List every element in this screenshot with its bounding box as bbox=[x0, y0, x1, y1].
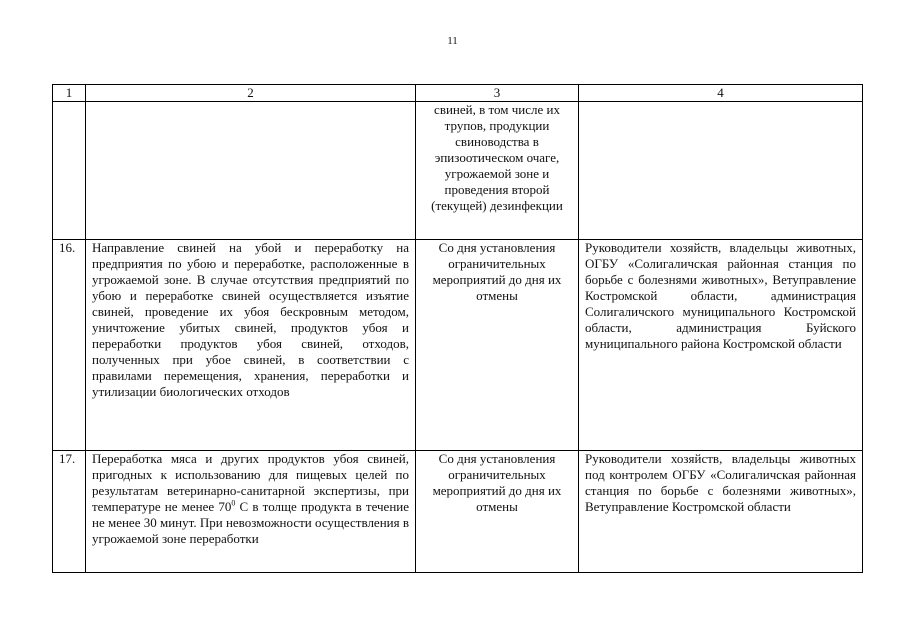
continuation-responsible-cell bbox=[579, 102, 863, 240]
row-16-term: Со дня установления ограничительных мероприятий до дня их отмены bbox=[416, 240, 579, 451]
row-17-action bbox=[86, 451, 416, 573]
row-16-number: 16. bbox=[53, 240, 86, 451]
row-17-action-text-b: С в толще продукта в течение не менее 30 минут. При невозможности осуществления в угрожаемой зоне переработки bbox=[92, 499, 410, 546]
row-17-responsible: Руководители хозяйств, владельцы животных под контролем ОГБУ «Солигаличская районная станция по борьбе с болезнями животных», Ветуправление Костромской области bbox=[579, 451, 863, 573]
row-17-number: 17. bbox=[53, 451, 86, 573]
header-col-3: 3 bbox=[416, 85, 579, 102]
table-row-17 bbox=[53, 451, 863, 573]
row-16-action: Направление свиней на убой и переработку на предприятия по убою и переработке, расположенные в угрожаемой зоне. В случае отсутствия предприятий по убою и переработке свиней осуществляется изъятие свиней, проведение их убоя бескровным методом, уничтожение убитых свиней, продуктов убоя и переработки продуктов убоя свиней, отходов, полученных при убое свиней, в соответствии с правилами перемещения, хранения, переработки и утилизации биологических отходов bbox=[86, 240, 416, 451]
continuation-num-cell bbox=[53, 102, 86, 240]
row-17-term: Со дня установления ограничительных мероприятий до дня их отмены bbox=[416, 451, 579, 573]
header-col-2: 2 bbox=[86, 85, 416, 102]
row-17-action-text-a: Переработка мяса и других продуктов убоя свиней, пригодных к использованию для пищевых целей по результатам ветеринарно-санитарной экспертизы, при температуре не менее 70 bbox=[92, 451, 409, 514]
page-number: 11 bbox=[447, 35, 458, 47]
continuation-term-cell: свиней, в том числе их трупов, продукции свиноводства в эпизоотическом очаге, угрожаемой зоне и проведения второй (текущей) дезинфекции bbox=[416, 102, 579, 240]
table-header-row bbox=[53, 85, 863, 102]
measures-table bbox=[52, 84, 863, 573]
header-col-4: 4 bbox=[579, 85, 863, 102]
header-col-1: 1 bbox=[53, 85, 86, 102]
table-row-16 bbox=[53, 240, 863, 451]
table-row-continuation bbox=[53, 102, 863, 240]
row-16-responsible: Руководители хозяйств, владельцы животных, ОГБУ «Солигаличская районная станция по борьбе с болезнями животных», Ветуправление Костромской области, администрация Солигаличского муниципального Костромской области, администрация Буйского муниципального района Костромской области bbox=[579, 240, 863, 451]
continuation-action-cell bbox=[86, 102, 416, 240]
row-17-action-superscript: 0 bbox=[231, 498, 236, 508]
